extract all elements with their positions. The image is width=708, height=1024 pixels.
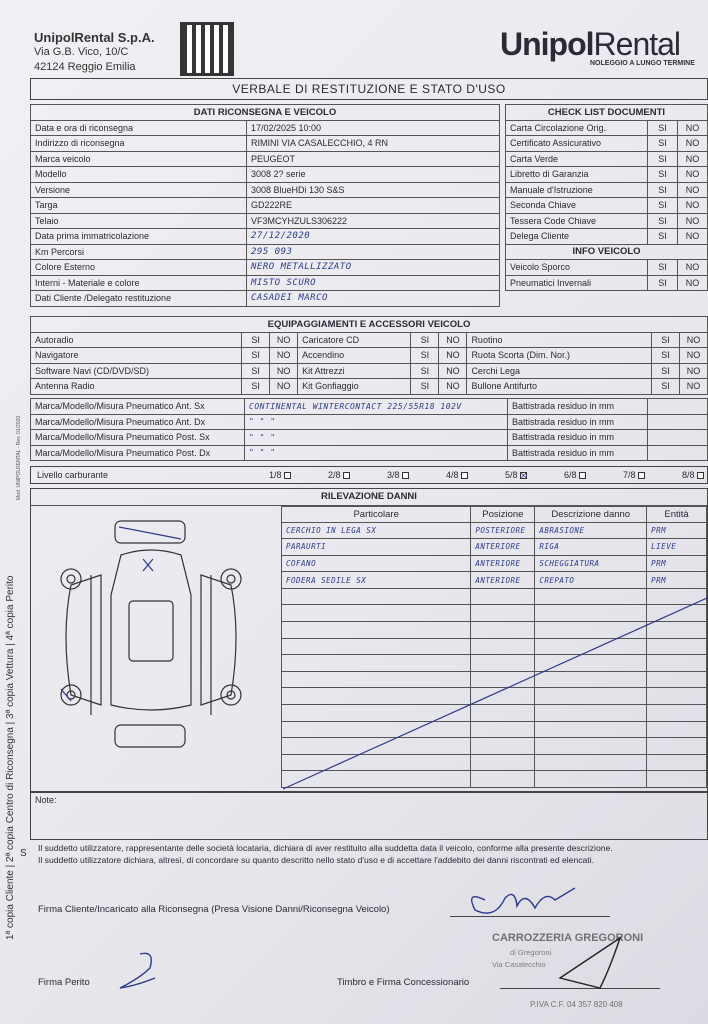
side-s-label: S xyxy=(20,848,27,859)
dati-value[interactable]: CASADEI MARCO xyxy=(247,291,500,307)
yes-option[interactable]: SI xyxy=(648,182,678,198)
tyre-row xyxy=(31,399,708,415)
checkbox-icon xyxy=(579,472,586,479)
danni-cell[interactable]: PRM xyxy=(647,555,707,572)
timbro-label: Timbro e Firma Concessionario xyxy=(337,977,470,988)
dati-row xyxy=(31,260,500,276)
tread-label: Battistrada residuo in mm xyxy=(508,399,648,415)
fuel-level-option[interactable] xyxy=(505,470,527,480)
equip-label: Ruotino xyxy=(467,332,652,348)
yes-option[interactable]: SI xyxy=(648,120,678,136)
equip-label: Ruota Scorta (Dim. Nor.) xyxy=(467,348,652,364)
firma-perito-label: Firma Perito xyxy=(38,977,90,988)
tyre-value[interactable]: " " " xyxy=(245,430,508,446)
yes-option[interactable]: SI xyxy=(242,348,270,364)
no-option[interactable]: NO xyxy=(678,198,708,214)
checklist-label: Seconda Chiave xyxy=(506,198,648,214)
danni-cell[interactable]: PRM xyxy=(647,572,707,589)
checklist-label: Pneumatici Invernali xyxy=(506,275,648,291)
note-box[interactable] xyxy=(30,792,708,840)
checklist-title: CHECK LIST DOCUMENTI xyxy=(506,105,708,121)
no-option[interactable]: NO xyxy=(678,229,708,245)
tyre-row xyxy=(31,414,708,430)
no-option[interactable]: NO xyxy=(439,363,467,379)
dati-label: Interni - Materiale e colore xyxy=(31,275,247,291)
dati-value[interactable]: GD222RE xyxy=(247,198,500,214)
dati-label: Targa xyxy=(31,198,247,214)
dati-value[interactable]: 295 093 xyxy=(247,244,500,260)
yes-option[interactable]: SI xyxy=(652,348,680,364)
logo-subtitle: NOLEGGIO A LUNGO TERMINE xyxy=(590,60,695,67)
no-option[interactable]: NO xyxy=(439,332,467,348)
dati-value[interactable]: NERO METALLIZZATO xyxy=(247,260,500,276)
tread-label: Battistrada residuo in mm xyxy=(508,430,648,446)
no-option[interactable]: NO xyxy=(678,136,708,152)
fuel-level-label: 8/8 xyxy=(682,470,695,480)
dati-value[interactable]: VF3MCYHZULS306222 xyxy=(247,213,500,229)
fuel-level-label: 3/8 xyxy=(387,470,400,480)
tread-value[interactable] xyxy=(648,414,708,430)
dati-label: Colore Esterno xyxy=(31,260,247,276)
yes-option[interactable]: SI xyxy=(648,260,678,276)
yes-option[interactable]: SI xyxy=(242,379,270,395)
document-title: VERBALE DI RESTITUZIONE E STATO D'USO xyxy=(30,78,708,100)
equip-title: EQUIPAGGIAMENTI E ACCESSORI VEICOLO xyxy=(31,317,708,333)
checklist-row xyxy=(506,120,708,136)
dati-title: DATI RICONSEGNA E VEICOLO xyxy=(31,105,500,121)
equip-label: Software Navi (CD/DVD/SD) xyxy=(31,363,242,379)
dati-label: Modello xyxy=(31,167,247,183)
equip-label: Autoradio xyxy=(31,332,242,348)
fuel-level-option[interactable] xyxy=(623,470,645,480)
dati-value[interactable]: 3008 2? serie xyxy=(247,167,500,183)
checklist-label: Manuale d'Istruzione xyxy=(506,182,648,198)
checkbox-icon xyxy=(520,472,527,479)
tyre-value[interactable]: " " " xyxy=(245,445,508,461)
no-option[interactable]: NO xyxy=(270,348,298,364)
form-revision-label: Mod. UNIPOLRENTAL - Rev. 01/2020 xyxy=(16,415,22,500)
fuel-level-option[interactable] xyxy=(269,470,291,480)
danni-cell[interactable]: ABRASIONE xyxy=(535,522,647,539)
checklist-row xyxy=(506,275,708,291)
dati-row xyxy=(31,213,500,229)
danni-cell[interactable]: FODERA SEDILE SX xyxy=(282,572,471,589)
checkbox-icon xyxy=(697,472,704,479)
note-label: Note: xyxy=(35,795,57,805)
danni-header: Posizione xyxy=(471,507,535,523)
danni-title: RILEVAZIONE DANNI xyxy=(31,489,707,506)
stamp-signature-icon xyxy=(550,928,630,1008)
fuel-level-label: 6/8 xyxy=(564,470,577,480)
tread-value[interactable] xyxy=(648,399,708,415)
dati-value[interactable]: PEUGEOT xyxy=(247,151,500,167)
no-option[interactable]: NO xyxy=(678,151,708,167)
dati-value[interactable]: RIMINI VIA CASALECCHIO, 4 RN xyxy=(247,136,500,152)
danni-cell[interactable]: CERCHIO IN LEGA SX xyxy=(282,522,471,539)
fuel-row xyxy=(30,466,708,484)
danni-cell[interactable]: COFANO xyxy=(282,555,471,572)
fuel-level-option[interactable] xyxy=(682,470,704,480)
danni-cell[interactable]: CREPATO xyxy=(535,572,647,589)
yes-option[interactable]: SI xyxy=(411,348,439,364)
dati-row xyxy=(31,136,500,152)
no-option[interactable]: NO xyxy=(678,260,708,276)
dati-label: Telaio xyxy=(31,213,247,229)
qr-code-icon xyxy=(180,22,234,76)
yes-option[interactable]: SI xyxy=(652,363,680,379)
info-title: INFO VEICOLO xyxy=(506,244,708,260)
dati-row xyxy=(31,291,500,307)
dati-row xyxy=(31,198,500,214)
dati-row xyxy=(31,167,500,183)
danni-cell[interactable]: PRM xyxy=(647,522,707,539)
yes-option[interactable]: SI xyxy=(648,213,678,229)
equip-label: Kit Gonfiaggio xyxy=(298,379,411,395)
tyre-label: Marca/Modello/Misura Pneumatico Post. Sx xyxy=(31,430,245,446)
stamp-line-3: Via Casalecchio xyxy=(492,960,546,969)
no-option[interactable]: NO xyxy=(680,332,708,348)
equip-row xyxy=(31,379,708,395)
tyre-row xyxy=(31,445,708,461)
no-option[interactable]: NO xyxy=(270,332,298,348)
checklist-label: Tessera Code Chiave xyxy=(506,213,648,229)
dati-row xyxy=(31,120,500,136)
checklist-row xyxy=(506,213,708,229)
no-option[interactable]: NO xyxy=(678,182,708,198)
checkbox-icon xyxy=(343,472,350,479)
unipolrental-logo: UnipolRental xyxy=(500,26,681,62)
fuel-label: Livello carburante xyxy=(37,470,109,480)
checkbox-icon xyxy=(402,472,409,479)
danni-grid xyxy=(281,506,707,791)
dati-value[interactable]: 17/02/2025 10:00 xyxy=(247,120,500,136)
dati-label: Dati Cliente /Delegato restituzione xyxy=(31,291,247,307)
checkbox-icon xyxy=(284,472,291,479)
danni-section xyxy=(30,488,708,792)
yes-option[interactable]: SI xyxy=(648,136,678,152)
fuel-level-label: 1/8 xyxy=(269,470,282,480)
equip-label: Kit Attrezzi xyxy=(298,363,411,379)
crossout-line-icon xyxy=(281,506,707,791)
tyre-label: Marca/Modello/Misura Pneumatico Ant. Dx xyxy=(31,414,245,430)
company-address: Via G.B. Vico, 10/C xyxy=(34,46,129,58)
company-name: UnipolRental S.p.A. xyxy=(34,30,155,45)
no-option[interactable]: NO xyxy=(680,379,708,395)
equip-table xyxy=(30,316,708,395)
dati-row xyxy=(31,182,500,198)
dati-riconsegna-table xyxy=(30,104,500,307)
checkbox-icon xyxy=(461,472,468,479)
fuel-level-label: 7/8 xyxy=(623,470,636,480)
tyre-value[interactable]: " " " xyxy=(245,414,508,430)
checklist-label: Certificato Assicurativo xyxy=(506,136,648,152)
no-option[interactable]: NO xyxy=(680,348,708,364)
no-option[interactable]: NO xyxy=(678,167,708,183)
danni-header: Descrizione danno xyxy=(535,507,647,523)
yes-option[interactable]: SI xyxy=(648,151,678,167)
yes-option[interactable]: SI xyxy=(648,167,678,183)
perito-signature-icon xyxy=(110,948,170,998)
danni-cell[interactable]: RIGA xyxy=(535,539,647,556)
dati-label: Indirizzo di riconsegna xyxy=(31,136,247,152)
stamp-name: CARROZZERIA GREGORONI xyxy=(492,932,644,944)
disclaimer-line-2: Il suddetto utilizzatore dichiara, altresì, di concordare su quanto descritto nello stato d'uso e di accettare l'addebito dei danni riscontrati ed elencati. xyxy=(38,855,594,865)
no-option[interactable]: NO xyxy=(270,379,298,395)
no-option[interactable]: NO xyxy=(270,363,298,379)
no-option[interactable]: NO xyxy=(678,120,708,136)
danni-cell[interactable]: SCHEGGIATURA xyxy=(535,555,647,572)
checklist-label: Libretto di Garanzia xyxy=(506,167,648,183)
checklist-row xyxy=(506,182,708,198)
checklist-row xyxy=(506,136,708,152)
danni-cell[interactable]: POSTERIORE xyxy=(471,522,535,539)
firma-cliente-label: Firma Cliente/Incaricato alla Riconsegna (Presa Visione Danni/Riconsegna Veicolo) xyxy=(38,904,390,915)
checklist-label: Delega Cliente xyxy=(506,229,648,245)
checklist-row xyxy=(506,198,708,214)
no-option[interactable]: NO xyxy=(439,379,467,395)
checklist-table xyxy=(505,104,708,291)
yes-option[interactable]: SI xyxy=(648,275,678,291)
stamp-vat: P.IVA C.F. 04 357 820 408 xyxy=(530,1000,623,1009)
tyre-value[interactable]: CONTINENTAL WINTERCONTACT 225/55R18 102V xyxy=(245,399,508,415)
tread-label: Battistrada residuo in mm xyxy=(508,445,648,461)
equip-row xyxy=(31,332,708,348)
equip-label: Cerchi Lega xyxy=(467,363,652,379)
equip-label: Antenna Radio xyxy=(31,379,242,395)
yes-option[interactable]: SI xyxy=(648,229,678,245)
company-city: 42124 Reggio Emilia xyxy=(34,61,136,73)
checklist-label: Veicolo Sporco xyxy=(506,260,648,276)
dati-row xyxy=(31,275,500,291)
tyre-label: Marca/Modello/Misura Pneumatico Ant. Sx xyxy=(31,399,245,415)
checklist-row xyxy=(506,151,708,167)
yes-option[interactable]: SI xyxy=(648,198,678,214)
no-option[interactable]: NO xyxy=(678,275,708,291)
dati-label: Data prima immatricolazione xyxy=(31,229,247,245)
yes-option[interactable]: SI xyxy=(652,379,680,395)
checklist-label: Carta Verde xyxy=(506,151,648,167)
dati-label: Km Percorsi xyxy=(31,244,247,260)
fuel-level-label: 2/8 xyxy=(328,470,341,480)
tread-label: Battistrada residuo in mm xyxy=(508,414,648,430)
tread-value[interactable] xyxy=(648,430,708,446)
tyre-row xyxy=(31,430,708,446)
danni-header: Entità xyxy=(647,507,707,523)
no-option[interactable]: NO xyxy=(439,348,467,364)
fuel-level-label: 4/8 xyxy=(446,470,459,480)
tyres-table xyxy=(30,398,708,461)
danni-cell[interactable]: ANTERIORE xyxy=(471,572,535,589)
yes-option[interactable]: SI xyxy=(411,363,439,379)
equip-label: Navigatore xyxy=(31,348,242,364)
dati-label: Marca veicolo xyxy=(31,151,247,167)
yes-option[interactable]: SI xyxy=(242,332,270,348)
dati-label: Data e ora di riconsegna xyxy=(31,120,247,136)
fuel-level-option[interactable] xyxy=(446,470,468,480)
danni-header: Particolare xyxy=(282,507,471,523)
danni-cell[interactable]: PARAURTI xyxy=(282,539,471,556)
dati-value[interactable]: MISTO SCURO xyxy=(247,275,500,291)
dati-row xyxy=(31,244,500,260)
equip-label: Caricatore CD xyxy=(298,332,411,348)
car-diagram-icon xyxy=(51,515,271,755)
stamp-line-2: di Gregoroni xyxy=(510,948,552,957)
dati-value[interactable]: 3008 BlueHDi 130 S&S xyxy=(247,182,500,198)
danni-cell[interactable]: LIEVE xyxy=(647,539,707,556)
copy-distribution-label: 1ª copia Cliente | 2ª copia Centro di Riconsegna | 3ª copia Vettura | 4ª copia Perito xyxy=(5,575,16,940)
no-option[interactable]: NO xyxy=(678,213,708,229)
tyre-label: Marca/Modello/Misura Pneumatico Post. Dx xyxy=(31,445,245,461)
checklist-row xyxy=(506,167,708,183)
fuel-level-label: 5/8 xyxy=(505,470,518,480)
equip-label: Bullone Antifurto xyxy=(467,379,652,395)
checklist-row xyxy=(506,260,708,276)
yes-option[interactable]: SI xyxy=(411,379,439,395)
dati-row xyxy=(31,151,500,167)
dati-row xyxy=(31,229,500,245)
client-signature-icon xyxy=(455,880,595,920)
fuel-level-option[interactable] xyxy=(387,470,409,480)
danni-cell[interactable]: ANTERIORE xyxy=(471,539,535,556)
disclaimer-line-1: Il suddetto utilizzatore, rappresentante delle società locataria, dichiara di aver restituito alla suddetta data il veicolo, conforme alla presente descrizione. xyxy=(38,843,613,853)
equip-row xyxy=(31,348,708,364)
fuel-level-option[interactable] xyxy=(328,470,350,480)
checklist-row xyxy=(506,229,708,245)
equip-row xyxy=(31,363,708,379)
yes-option[interactable]: SI xyxy=(242,363,270,379)
tread-value[interactable] xyxy=(648,445,708,461)
no-option[interactable]: NO xyxy=(680,363,708,379)
checkbox-icon xyxy=(638,472,645,479)
danni-cell[interactable]: ANTERIORE xyxy=(471,555,535,572)
fuel-level-option[interactable] xyxy=(564,470,586,480)
equip-label: Accendino xyxy=(298,348,411,364)
yes-option[interactable]: SI xyxy=(652,332,680,348)
dati-label: Versione xyxy=(31,182,247,198)
yes-option[interactable]: SI xyxy=(411,332,439,348)
dati-value[interactable]: 27/12/2020 xyxy=(247,229,500,245)
checklist-label: Carta Circolazione Orig. xyxy=(506,120,648,136)
